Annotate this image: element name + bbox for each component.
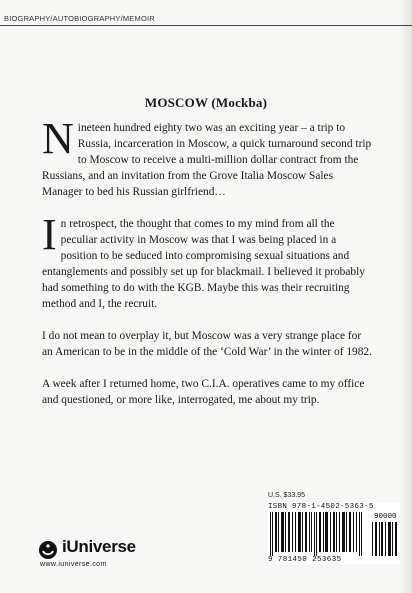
paragraph-3: I do not mean to overplay it, but Moscow was a very strange place for an American to be in the middle of the ‘Cold War’ in the winter of 1982. bbox=[42, 330, 372, 358]
isbn-label: ISBN 978-1-4502-5363-5 bbox=[268, 503, 374, 511]
drop-cap: N bbox=[42, 114, 74, 163]
top-bar bbox=[0, 10, 412, 30]
genre-label: BIOGRAPHY/AUTOBIOGRAPHY/MEMOIR bbox=[4, 14, 155, 23]
barcode-block bbox=[268, 502, 400, 564]
blurb bbox=[42, 114, 372, 424]
drop-cap: I bbox=[42, 210, 57, 259]
spine-shadow bbox=[400, 0, 412, 593]
publisher-url: www.iuniverse.com bbox=[40, 561, 107, 568]
top-divider bbox=[0, 25, 412, 26]
paragraph-text: ineteen hundred eighty two was an exciting year – a trip to Russia, incarceration in Moscow, a quick turnaround second trip to Moscow to receive a multi-million dollar contract from the Russians, and an invitation from the Grove Italia Moscow Sales Manager to bed his Russian girlfriend… bbox=[42, 122, 372, 198]
price-label: U.S. $33.95 bbox=[268, 492, 305, 499]
publisher-name: iUniverse bbox=[62, 537, 136, 556]
publisher-logo bbox=[38, 534, 178, 574]
ean-digits: 9 781450 253635 bbox=[268, 556, 342, 564]
book-title: MOSCOW (Mockba) bbox=[144, 95, 268, 110]
paragraph-2 bbox=[42, 210, 372, 312]
paragraph-1 bbox=[42, 114, 372, 200]
price-addon-code: 90000 bbox=[374, 513, 397, 521]
paragraph-4: A week after I returned home, two C.I.A. operatives came to my office and questioned, or more like, interrogated, me about my trip. bbox=[42, 378, 365, 406]
paragraph-text: n retrospect, the thought that comes to my mind from all the peculiar activity in Moscow was that I was being placed in a position to be seduced into compromising sexual situations and entanglements and possibly set up for blackmail. I believed it probably had something to do with the KGB. Maybe this was their recruiting method and I, the recruit. bbox=[42, 218, 365, 310]
iuniverse-logo-icon bbox=[38, 540, 58, 560]
